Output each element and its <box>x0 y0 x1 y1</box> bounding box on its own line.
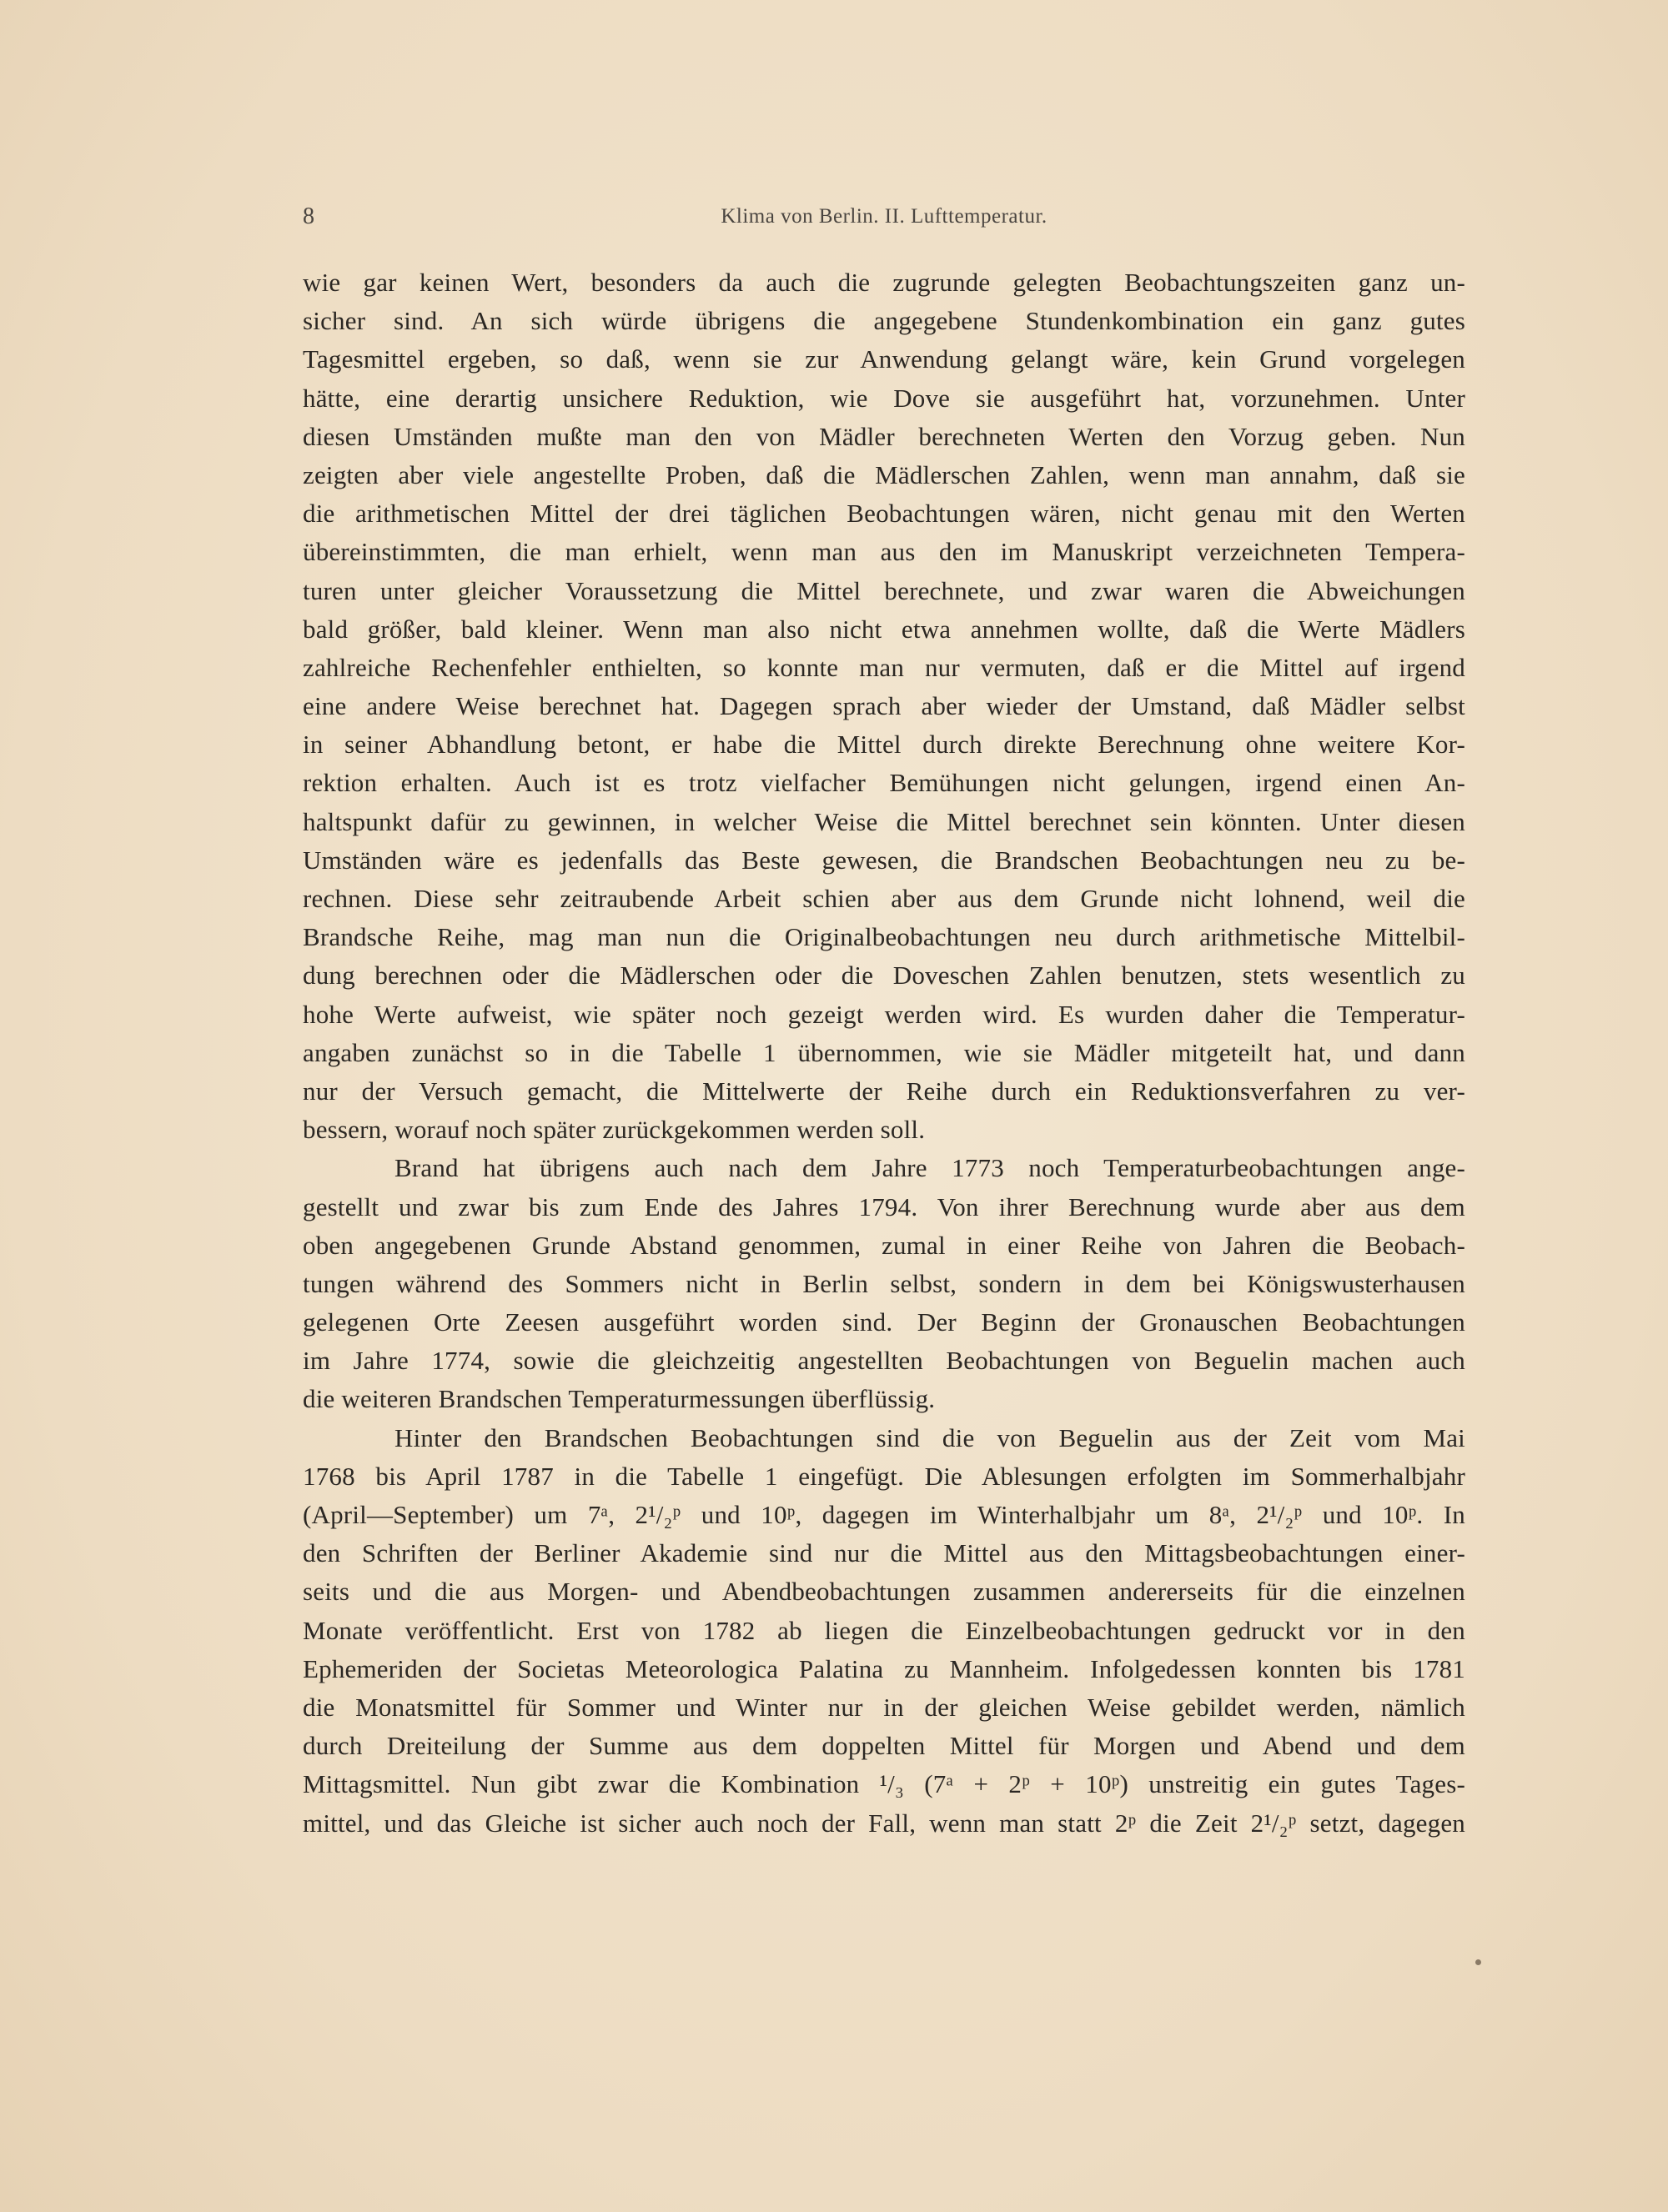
paper-speck <box>1475 1959 1481 1965</box>
running-head <box>303 203 1465 237</box>
text-line: in seiner Abhandlung betont, er habe die Mittel durch direkte Berechnung ohne weitere Kor- <box>303 730 1465 760</box>
text-line: diesen Umständen mußte man den von Mädler berechneten Werten den Vorzug geben. Nun <box>303 421 1465 451</box>
text-line: rektion erhalten. Auch ist es trotz vielfacher Bemühungen nicht gelungen, irgend einen An- <box>303 768 1465 798</box>
text-line: die weiteren Brandschen Temperaturmessungen überflüssig. <box>303 1384 936 1414</box>
running-title: Klima von Berlin. II. Lufttemperatur. <box>721 205 1048 228</box>
text-line: (April—September) um 7ᵃ, 2¹/₂ᵖ und 10ᵖ, dagegen im Winterhalbjahr um 8ᵃ, 2¹/₂ᵖ und 10ᵖ. In <box>303 1500 1465 1529</box>
text-line: wie gar keinen Wert, besonders da auch die zugrunde gelegten Beobachtungszeiten ganz un- <box>303 268 1465 297</box>
text-line: Hinter den Brandschen Beobachtungen sind die von Beguelin aus der Zeit vom Mai <box>394 1422 1465 1452</box>
text-line: hohe Werte aufweist, wie später noch gezeigt werden wird. Es wurden daher die Temperatur- <box>303 999 1465 1029</box>
text-line: oben angegebenen Grunde Abstand genommen, zumal in einer Reihe von Jahren die Beobach- <box>303 1230 1465 1260</box>
text-line: Mittagsmittel. Nun gibt zwar die Kombination ¹/₃ (7ᵃ + 2ᵖ + 10ᵖ) unstreitig ein gutes Tages- <box>303 1769 1465 1799</box>
text-line: haltspunkt dafür zu gewinnen, in welcher Weise die Mittel berechnet sein könnten. Unter diesen <box>303 806 1465 836</box>
text-line: eine andere Weise berechnet hat. Dagegen sprach aber wieder der Umstand, daß Mädler selbst <box>303 691 1465 721</box>
text-line: Brand hat übrigens auch nach dem Jahre 1773 noch Temperaturbeobachtungen ange- <box>394 1153 1465 1183</box>
text-line: nur der Versuch gemacht, die Mittelwerte der Reihe durch ein Reduktionsverfahren zu ver- <box>303 1076 1465 1106</box>
text-line: angaben zunächst so in die Tabelle 1 übernommen, wie sie Mädler mitgeteilt hat, und dann <box>303 1037 1465 1067</box>
text-line: übereinstimmten, die man erhielt, wenn man aus den im Manuskript verzeichneten Tempera- <box>303 537 1465 567</box>
text-line: seits und die aus Morgen- und Abendbeobachtungen zusammen andererseits für die einzelnen <box>303 1577 1465 1607</box>
text-line: sicher sind. An sich würde übrigens die angegebene Stundenkombination ein ganz gutes <box>303 306 1465 336</box>
text-line: gelegenen Orte Zeesen ausgeführt worden sind. Der Beginn der Gronauschen Beobachtungen <box>303 1307 1465 1337</box>
text-line: im Jahre 1774, sowie die gleichzeitig angestellten Beobachtungen von Beguelin machen auch <box>303 1346 1465 1376</box>
text-line: mittel, und das Gleiche ist sicher auch noch der Fall, wenn man statt 2ᵖ die Zeit 2¹/₂ᵖ setzt, dagegen <box>303 1808 1465 1838</box>
text-line: Brandsche Reihe, mag man nun die Originalbeobachtungen neu durch arithmetische Mittelbil- <box>303 922 1465 952</box>
text-line: die Monatsmittel für Sommer und Winter nur in der gleichen Weise gebildet werden, nämlich <box>303 1692 1465 1722</box>
paragraph-1 <box>303 263 1465 1149</box>
text-line: Monate veröffentlicht. Erst von 1782 ab liegen die Einzelbeobachtungen gedruckt vor in den <box>303 1615 1465 1645</box>
text-line: hätte, eine derartig unsichere Reduktion, wie Dove sie ausgeführt hat, vorzunehmen. Unter <box>303 383 1465 413</box>
paragraph-2 <box>303 1149 1465 1418</box>
text-line: den Schriften der Berliner Akademie sind nur die Mittel aus den Mittagsbeobachtungen einer- <box>303 1538 1465 1568</box>
text-line: bald größer, bald kleiner. Wenn man also nicht etwa annehmen wollte, daß die Werte Mädlers <box>303 614 1465 644</box>
text-line: bessern, worauf noch später zurückgekommen werden soll. <box>303 1115 926 1145</box>
text-line: zahlreiche Rechenfehler enthielten, so konnte man nur vermuten, daß er die Mittel auf irgend <box>303 652 1465 682</box>
text-line: die arithmetischen Mittel der drei täglichen Beobachtungen wären, nicht genau mit den Werten <box>303 499 1465 529</box>
text-line: turen unter gleicher Voraussetzung die Mittel berechnete, und zwar waren die Abweichungen <box>303 575 1465 605</box>
body-text <box>303 263 1465 1843</box>
text-line: tungen während des Sommers nicht in Berlin selbst, sondern in dem bei Königswusterhausen <box>303 1268 1465 1298</box>
text-line: rechnen. Diese sehr zeitraubende Arbeit schien aber aus dem Grunde nicht lohnend, weil die <box>303 884 1465 913</box>
text-line: 1768 bis April 1787 in die Tabelle 1 eingefügt. Die Ablesungen erfolgten im Sommerhalbjahr <box>303 1461 1465 1491</box>
text-line: durch Dreiteilung der Summe aus dem doppelten Mittel für Morgen und Abend und dem <box>303 1731 1465 1761</box>
text-line: zeigten aber viele angestellte Proben, daß die Mädlerschen Zahlen, wenn man annahm, daß sie <box>303 459 1465 489</box>
text-line: Umständen wäre es jedenfalls das Beste gewesen, die Brandschen Beobachtungen neu zu be- <box>303 845 1465 875</box>
text-line: Ephemeriden der Societas Meteorologica Palatina zu Mannheim. Infolgedessen konnten bis 1781 <box>303 1653 1465 1683</box>
text-line: gestellt und zwar bis zum Ende des Jahres 1794. Von ihrer Berechnung wurde aber aus dem <box>303 1191 1465 1221</box>
text-line: Tagesmittel ergeben, so daß, wenn sie zur Anwendung gelangt wäre, kein Grund vorgelegen <box>303 344 1465 374</box>
text-line: dung berechnen oder die Mädlerschen oder die Doveschen Zahlen benutzen, stets wesentlich zu <box>303 961 1465 991</box>
page-number: 8 <box>303 203 315 229</box>
paragraph-3 <box>303 1419 1465 1843</box>
